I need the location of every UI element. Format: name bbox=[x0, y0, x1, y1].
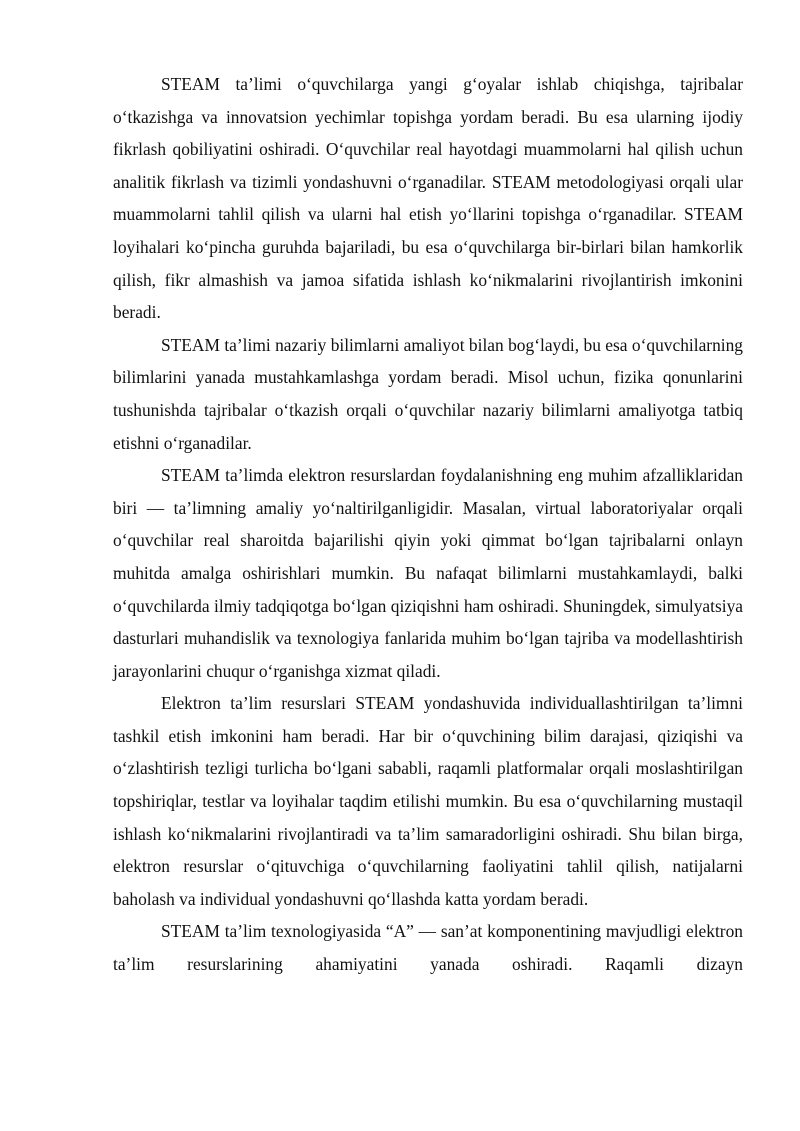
paragraph-4: Elektron ta’lim resurslari STEAM yondashuvida individuallashtirilgan ta’limni tashkil etish imkonini ham beradi. Har bir o‘quvchining bilim darajasi, qiziqishi va o‘zlashtirish tezligi turlicha bo‘lgani sababli, raqamli platformalar orqali moslashtirilgan topshiriqlar, testlar va loyihalar taqdim etilishi mumkin. Bu esa o‘quvchilarning mustaqil ishlash ko‘nikmalarini rivojlantiradi va ta’lim samaradorligini oshiradi. Shu bilan birga, elektron resurslar o‘qituvchiga o‘quvchilarning faoliyatini tahlil qilish, natijalarni baholash va individual yondashuvni qo‘llashda katta yordam beradi. bbox=[113, 693, 743, 909]
paragraph-3: STEAM ta’limda elektron resurslardan foydalanishning eng muhim afzalliklaridan biri — ta’limning amaliy yo‘naltirilganligidir. Masalan, virtual laboratoriyalar orqali o‘quvchilar real sharoitda bajarilishi qiyin yoki qimmat bo‘lgan tajribalarni onlayn muhitda amalga oshirishlari mumkin. Bu nafaqat bilimlarni mustahkamlaydi, balki o‘quvchilarda ilmiy tadqiqotga bo‘lgan qiziqishni ham oshiradi. Shuningdek, simulyatsiya dasturlari muhandislik va texnologiya fanlarida muhim bo‘lgan tajriba va modellashtirish jarayonlarini chuqur o‘rganishga xizmat qiladi. bbox=[113, 465, 743, 681]
document-page bbox=[113, 68, 743, 981]
paragraph-1: STEAM ta’limi o‘quvchilarga yangi g‘oyalar ishlab chiqishga, tajribalar o‘tkazishga va innovatsion yechimlar topishga yordam beradi. Bu esa ularning ijodiy fikrlash qobiliyatini oshiradi. O‘quvchilar real hayotdagi muammolarni hal qilish uchun analitik fikrlash va tizimli yondashuvni o‘rganadilar. STEAM metodologiyasi orqali ular muammolarni tahlil qilish va ularni hal etish yo‘llarini topishga o‘rganadilar. STEAM loyihalari ko‘pincha guruhda bajariladi, bu esa o‘quvchilarga bir-birlari bilan hamkorlik qilish, fikr almashish va jamoa sifatida ishlash ko‘nikmalarini rivojlantirish imkonini beradi. bbox=[113, 74, 743, 323]
paragraph-2: STEAM ta’limi nazariy bilimlarni amaliyot bilan bog‘laydi, bu esa o‘quvchilarning bilimlarini yanada mustahkamlashga yordam beradi. Misol uchun, fizika qonunlarini tushunishda tajribalar o‘tkazish orqali o‘quvchilar nazariy bilimlarni amaliyotga tatbiq etishni o‘rganadilar. bbox=[113, 334, 743, 453]
paragraph-5: STEAM ta’lim texnologiyasida “A” — san’at komponentining mavjudligi elektron ta’lim resurslarining ahamiyatini yanada oshiradi. Raqamli dizayn bbox=[113, 921, 743, 975]
